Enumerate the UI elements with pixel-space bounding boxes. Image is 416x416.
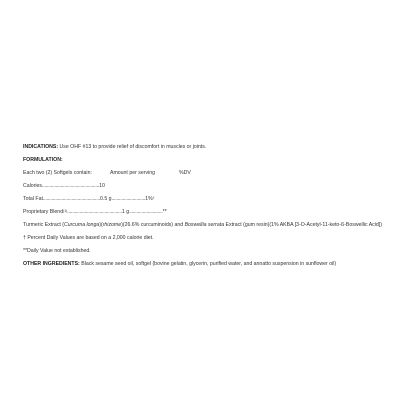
blend-text: )( (99, 222, 103, 228)
header-percent-dv: %DV (179, 170, 191, 176)
blend-text-italic: rhizome (102, 222, 122, 228)
blend-text-italic: Boswellia serrata (184, 222, 225, 228)
row-label: Calories (23, 183, 43, 189)
nutrition-row-total-fat (23, 196, 154, 203)
other-ingredients-line (23, 261, 336, 268)
other-ingredients-text: Black sesame seed oil, softgel (bovine gelatin, glycerin, purified water, and annatto suspension in sunflower oil) (81, 261, 337, 267)
row-leader-dots: .............................................. (42, 196, 101, 202)
row-dv-footnote-mark: † (152, 196, 155, 200)
row-label: Proprietary Blend (23, 209, 64, 215)
row-value: 10 (99, 183, 105, 189)
row-dv: 1% (145, 196, 153, 202)
row-leader-dots: .............................................. (42, 183, 100, 189)
indications-line (23, 144, 206, 151)
header-serving-size: Each two (2) Softgels contain: (23, 170, 92, 176)
row-leader-dots-2: ........................... (129, 209, 163, 215)
row-value: 0.5 g (100, 196, 112, 202)
indications-text: Use OHF #13 to provide relief of discomfort in muscles or joints. (59, 144, 207, 150)
other-ingredients-label: OTHER INGREDIENTS: (23, 261, 80, 267)
indications-label: INDICATIONS: (23, 144, 59, 150)
note-daily-value: **Daily Value not established. (23, 248, 91, 254)
header-amount-per-serving: Amount per serving (110, 170, 155, 176)
blend-text-italic: Curcuma longa (64, 222, 100, 228)
blend-text: )(26.6% curcuminoids) and (121, 222, 185, 228)
row-leader-dots: ............................................ (67, 209, 122, 215)
blend-text: Turmeric Extract ( (23, 222, 65, 228)
row-leader-dots-2: ........................... (111, 196, 146, 202)
note-percent-dv: † Percent Daily Values are based on a 2,000 calorie diet. (23, 235, 154, 241)
blend-text: Extract (gum resin)(1% AKBA [3-O-Acetyl-11-keto-ß-Boswellic Acid]) (224, 222, 382, 228)
row-label: Total Fat (23, 196, 43, 202)
row-label-footnote-mark: (1) (63, 209, 68, 213)
row-value: 1 g (121, 209, 130, 215)
nutrition-row-proprietary-blend (23, 209, 167, 216)
blend-ingredients-line (23, 222, 382, 229)
nutrition-row-calories (23, 183, 105, 190)
row-dv: ** (162, 209, 167, 215)
formulation-heading: FORMULATION: (23, 157, 63, 163)
